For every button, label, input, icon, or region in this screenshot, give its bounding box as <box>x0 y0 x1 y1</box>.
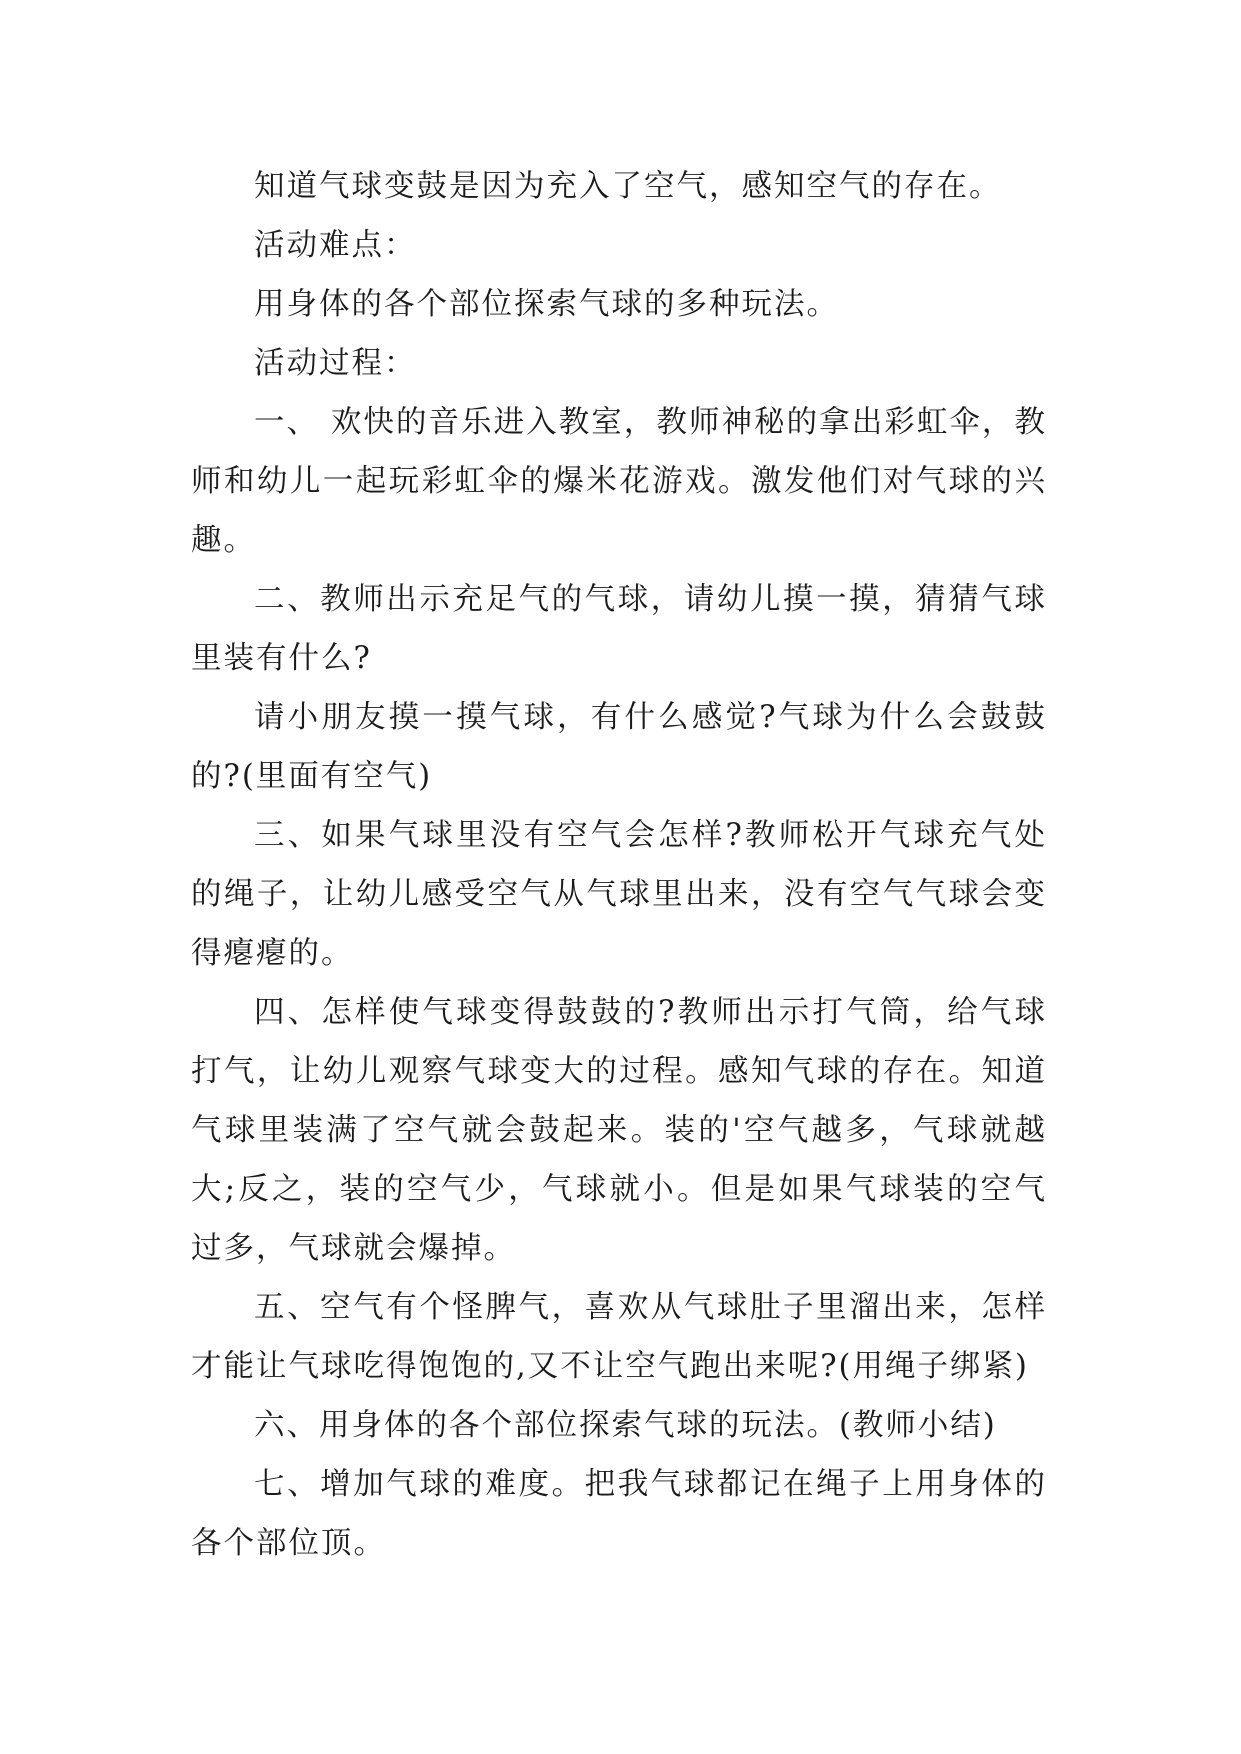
paragraph-step-6: 六、用身体的各个部位探索气球的玩法。(教师小结) <box>254 1408 997 1443</box>
paragraph-process-heading: 活动过程： <box>254 346 417 381</box>
paragraph-step-2-question: 请小朋友摸一摸气球，有什么感觉?气球为什么会鼓鼓的?(里面有空气) <box>191 700 1047 794</box>
paragraph-goal: 知道气球变鼓是因为充入了空气，感知空气的存在。 <box>254 169 1002 204</box>
paragraph-difficulty: 用身体的各个部位探索气球的多种玩法。 <box>254 287 839 322</box>
paragraph-step-3: 三、如果气球里没有空气会怎样?教师松开气球充气处的绳子，让幼儿感受空气从气球里出来，没有空气气球会变得瘪瘪的。 <box>191 818 1047 971</box>
paragraph-step-2: 二、教师出示充足气的气球，请幼儿摸一摸，猜猜气球里装有什么? <box>191 582 1047 676</box>
paragraph-difficulty-heading: 活动难点： <box>254 228 417 263</box>
paragraph-step-1: 一、 欢快的音乐进入教室，教师神秘的拿出彩虹伞，教师和幼儿一起玩彩虹伞的爆米花游戏。激发他们对气球的兴趣。 <box>191 405 1047 558</box>
paragraph-step-7: 七、增加气球的难度。把我气球都记在绳子上用身体的各个部位顶。 <box>191 1467 1047 1561</box>
paragraph-step-4: 四、怎样使气球变得鼓鼓的?教师出示打气筒，给气球打气，让幼儿观察气球变大的过程。感知气球的存在。知道气球里装满了空气就会鼓起来。装的'空气越多，气球就越大;反之，装的空气少，气球就小。但是如果气球装的空气过多，气球就会爆掉。 <box>191 995 1047 1266</box>
document-body <box>191 157 1047 1573</box>
paragraph-step-5: 五、空气有个怪脾气，喜欢从气球肚子里溜出来，怎样才能让气球吃得饱饱的,又不让空气跑出来呢?(用绳子绑紧) <box>191 1290 1047 1384</box>
